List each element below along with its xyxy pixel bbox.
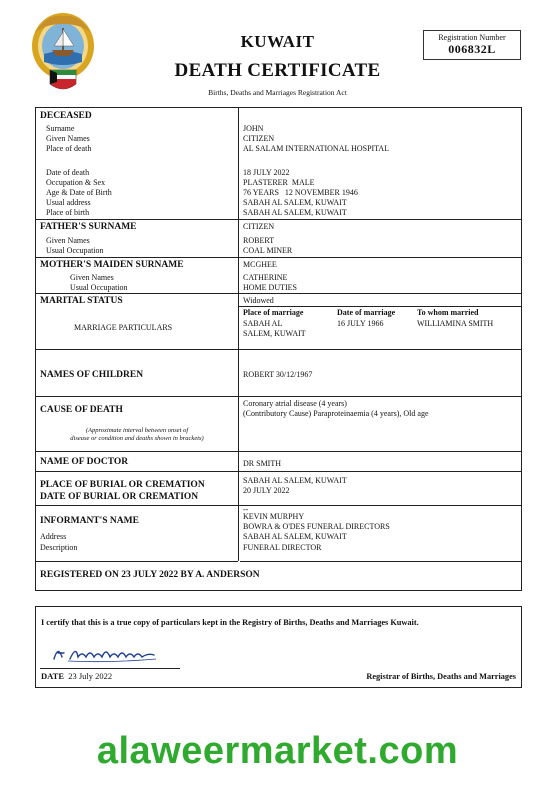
- registrar-title: Registrar of Births, Deaths and Marriages: [366, 672, 516, 681]
- father-given-names-label: Given Names: [46, 236, 90, 245]
- occupation-value: PLASTERER MALE: [243, 178, 315, 187]
- marriage-particulars-label: MARRIAGE PARTICULARS: [74, 323, 173, 332]
- place-of-marriage-header: Place of marriage: [243, 308, 304, 317]
- burial-place-heading: PLACE OF BURIAL OR CREMATION: [40, 480, 205, 490]
- mother-surname-value: MCGHEE: [243, 260, 277, 269]
- place-of-birth-value: SABAH AL SALEM, KUWAIT: [243, 208, 347, 217]
- mother-occupation-value: HOME DUTIES: [243, 283, 297, 292]
- children-value: ROBERT 30/12/1967: [243, 370, 313, 379]
- given-names-value: CITIZEN: [243, 134, 275, 143]
- cause-note-line2: disease or condition and deaths shown in brackets): [70, 435, 204, 442]
- mother-given-names-value: CATHERINE: [243, 273, 288, 282]
- date-of-death-value: 18 JULY 2022: [243, 168, 290, 177]
- father-surname-value: CITIZEN: [243, 222, 275, 231]
- row-divider: [36, 349, 521, 350]
- row-divider: [36, 293, 521, 294]
- registered-text: REGISTERED ON 23 JULY 2022 BY A. ANDERSON: [40, 570, 260, 580]
- registration-label: Registration Number: [438, 33, 506, 42]
- row-divider: [36, 471, 521, 472]
- signature-line: [40, 668, 180, 669]
- doctor-value: DR SMITH: [243, 459, 282, 468]
- row-divider: [36, 561, 521, 562]
- usual-address-label: Usual address: [46, 198, 91, 207]
- informant-heading: INFORMANT'S NAME: [40, 516, 139, 526]
- father-heading: FATHER'S SURNAME: [40, 222, 137, 232]
- certificate-table: [35, 107, 522, 591]
- cause-heading: CAUSE OF DEATH: [40, 405, 123, 415]
- age-label: Age & Date of Birth: [46, 188, 112, 197]
- children-heading: NAMES OF CHILDREN: [40, 370, 144, 380]
- place-of-marriage-line1: SABAH AL: [243, 319, 283, 328]
- certification-text: I certify that this is a true copy of particulars kept in the Registry of Births, Deaths and Marriages Kuwait.: [41, 618, 419, 627]
- certification-date: [41, 671, 112, 681]
- doctor-heading: NAME OF DOCTOR: [40, 457, 129, 467]
- date-of-marriage-value: 16 JULY 1966: [337, 319, 384, 328]
- to-whom-married-value: WILLIAMINA SMITH: [417, 319, 494, 328]
- informant-name-value: KEVIN MURPHY: [243, 512, 305, 521]
- given-names-label: Given Names: [46, 134, 90, 143]
- informant-company-value: BOWRA & O'DES FUNERAL DIRECTORS: [243, 522, 390, 531]
- informant-description-label: Description: [40, 543, 78, 552]
- marital-status-value: Widowed: [243, 296, 274, 305]
- document-title: DEATH CERTIFICATE: [174, 60, 381, 81]
- date-of-marriage-header: Date of marriage: [337, 308, 396, 317]
- informant-description-value: FUNERAL DIRECTOR: [243, 543, 322, 552]
- mother-heading: MOTHER'S MAIDEN SURNAME: [40, 260, 184, 270]
- place-of-death-label: Place of death: [46, 144, 92, 153]
- date-label: DATE: [41, 671, 64, 681]
- row-divider: [36, 505, 521, 506]
- place-of-death-value: AL SALAM INTERNATIONAL HOSPITAL: [243, 144, 390, 153]
- surname-label: Surname: [46, 124, 75, 133]
- date-value: 23 July 2022: [68, 671, 113, 681]
- usual-address-value: SABAH AL SALEM, KUWAIT: [243, 198, 347, 207]
- father-occupation-value: COAL MINER: [243, 246, 293, 255]
- watermark-text: alaweermarket.com: [96, 730, 459, 772]
- mother-occupation-label: Usual Occupation: [70, 283, 128, 292]
- informant-address-value: SABAH AL SALEM, KUWAIT: [243, 532, 347, 541]
- cause-line2: (Contributory Cause) Paraproteinaemia (4 years), Old age: [243, 409, 429, 418]
- deceased-heading: DECEASED: [40, 111, 92, 121]
- father-given-names-value: ROBERT: [243, 236, 275, 245]
- row-divider: [36, 219, 521, 220]
- surname-value: JOHN: [243, 124, 264, 133]
- burial-date-value: 20 JULY 2022: [243, 486, 290, 495]
- burial-date-heading: DATE OF BURIAL OR CREMATION: [40, 492, 199, 502]
- informant-dash: --: [243, 505, 249, 514]
- place-of-marriage-line2: SALEM, KUWAIT: [243, 329, 306, 338]
- father-occupation-label: Usual Occupation: [46, 246, 104, 255]
- to-whom-married-header: To whom married: [417, 308, 479, 317]
- row-divider: [36, 451, 521, 452]
- registration-box: [423, 30, 521, 60]
- mother-given-names-label: Given Names: [70, 273, 114, 282]
- registration-number: 006832L: [448, 42, 496, 56]
- date-of-death-label: Date of death: [46, 168, 90, 177]
- row-divider: [36, 257, 521, 258]
- marital-heading: MARITAL STATUS: [40, 296, 123, 306]
- act-subtitle: Births, Deaths and Marriages Registration Act: [208, 88, 347, 97]
- country-title: KUWAIT: [240, 32, 315, 51]
- cause-note-line1: (Approximate interval between onset of: [85, 427, 189, 434]
- registrar-signature: [50, 639, 170, 665]
- cause-line1: Coronary atrial disease (4 years): [243, 399, 347, 408]
- burial-place-value: SABAH AL SALEM, KUWAIT: [243, 476, 347, 485]
- age-value: 76 YEARS 12 NOVEMBER 1946: [243, 188, 358, 197]
- certification-box: [35, 606, 522, 688]
- marital-subdivider: [238, 306, 521, 307]
- occupation-label: Occupation & Sex: [46, 178, 106, 187]
- row-divider: [36, 396, 521, 397]
- place-of-birth-label: Place of birth: [46, 208, 90, 217]
- informant-address-label: Address: [40, 532, 67, 541]
